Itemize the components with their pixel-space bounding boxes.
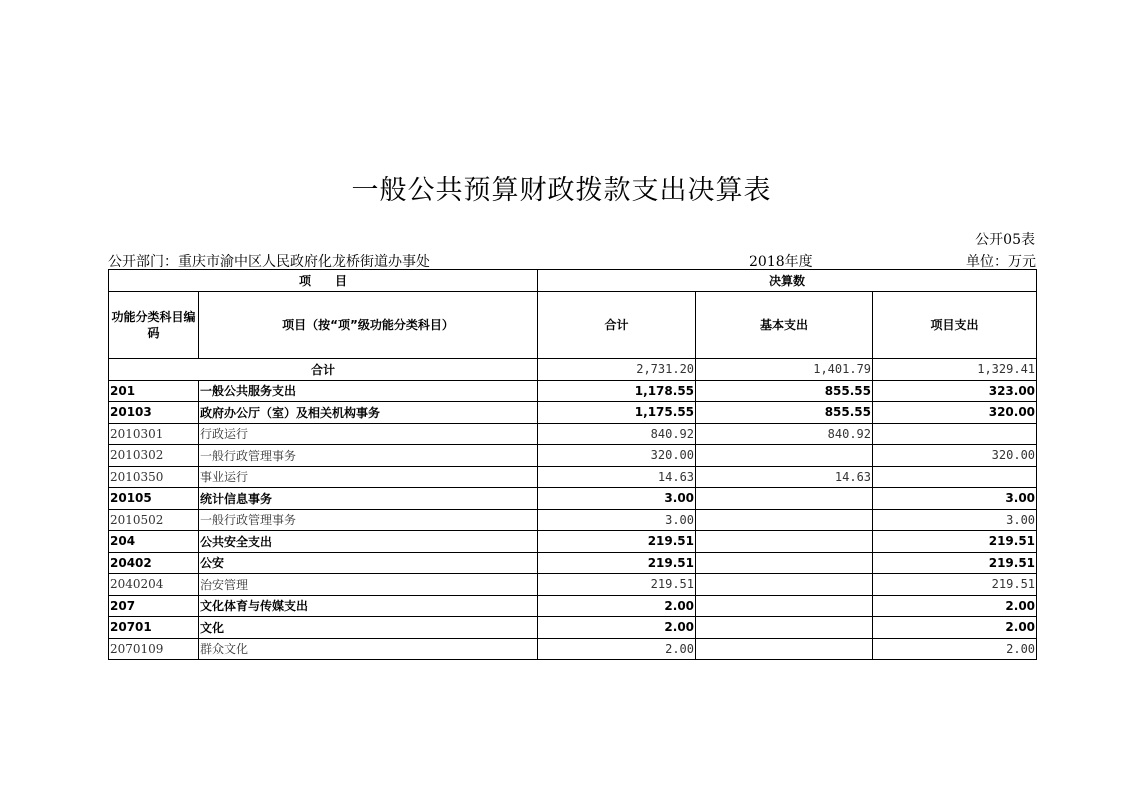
row-code: 2010301 bbox=[109, 423, 199, 445]
row-basic bbox=[696, 595, 873, 617]
row-total: 2.00 bbox=[538, 638, 696, 660]
row-basic bbox=[696, 488, 873, 510]
row-project: 323.00 bbox=[873, 380, 1037, 402]
total-row-project: 1,329.41 bbox=[873, 359, 1037, 381]
row-code: 2040204 bbox=[109, 574, 199, 596]
table-row bbox=[109, 445, 1037, 467]
table-row bbox=[109, 531, 1037, 553]
row-name: 行政运行 bbox=[199, 423, 538, 445]
row-total: 3.00 bbox=[538, 488, 696, 510]
table-row bbox=[109, 617, 1037, 639]
project-expense-header: 项目支出 bbox=[873, 292, 1037, 359]
row-basic bbox=[696, 638, 873, 660]
unit-label: 单位：万元 bbox=[966, 254, 1036, 270]
row-name: 一般行政管理事务 bbox=[199, 445, 538, 467]
row-total: 2.00 bbox=[538, 595, 696, 617]
table-row bbox=[109, 595, 1037, 617]
row-basic: 855.55 bbox=[696, 380, 873, 402]
row-project bbox=[873, 466, 1037, 488]
row-name: 一般公共服务支出 bbox=[199, 380, 538, 402]
row-project: 2.00 bbox=[873, 617, 1037, 639]
row-basic bbox=[696, 617, 873, 639]
table-row bbox=[109, 423, 1037, 445]
total-row bbox=[109, 359, 1037, 381]
table-row bbox=[109, 509, 1037, 531]
total-row-total: 2,731.20 bbox=[538, 359, 696, 381]
row-total: 219.51 bbox=[538, 552, 696, 574]
row-total: 219.51 bbox=[538, 574, 696, 596]
row-name: 公安 bbox=[199, 552, 538, 574]
department-label: 公开部门：重庆市渝中区人民政府化龙桥街道办事处 bbox=[108, 254, 430, 270]
table-row bbox=[109, 380, 1037, 402]
row-name: 政府办公厅（室）及相关机构事务 bbox=[199, 402, 538, 424]
row-project: 219.51 bbox=[873, 531, 1037, 553]
row-total: 3.00 bbox=[538, 509, 696, 531]
row-total: 840.92 bbox=[538, 423, 696, 445]
table-row bbox=[109, 552, 1037, 574]
table-number: 公开05表 bbox=[975, 232, 1035, 248]
row-name: 一般行政管理事务 bbox=[199, 509, 538, 531]
row-project: 2.00 bbox=[873, 638, 1037, 660]
row-total: 1,178.55 bbox=[538, 380, 696, 402]
row-basic bbox=[696, 509, 873, 531]
row-total: 320.00 bbox=[538, 445, 696, 467]
row-basic bbox=[696, 574, 873, 596]
row-code: 204 bbox=[109, 531, 199, 553]
row-code: 20103 bbox=[109, 402, 199, 424]
total-header: 合计 bbox=[538, 292, 696, 359]
row-code: 207 bbox=[109, 595, 199, 617]
row-project: 320.00 bbox=[873, 445, 1037, 467]
project-header: 项 目 bbox=[109, 270, 538, 292]
row-code: 20701 bbox=[109, 617, 199, 639]
row-project: 3.00 bbox=[873, 509, 1037, 531]
row-code: 2010302 bbox=[109, 445, 199, 467]
fiscal-year: 2018年度 bbox=[749, 254, 813, 270]
row-total: 2.00 bbox=[538, 617, 696, 639]
row-name: 事业运行 bbox=[199, 466, 538, 488]
row-basic: 14.63 bbox=[696, 466, 873, 488]
row-basic bbox=[696, 445, 873, 467]
final-accounts-header: 决算数 bbox=[538, 270, 1037, 292]
table-row bbox=[109, 638, 1037, 660]
row-basic: 840.92 bbox=[696, 423, 873, 445]
row-code: 20402 bbox=[109, 552, 199, 574]
row-code: 2070109 bbox=[109, 638, 199, 660]
header-row-2 bbox=[109, 292, 1037, 359]
row-name: 治安管理 bbox=[199, 574, 538, 596]
table-row bbox=[109, 402, 1037, 424]
row-basic bbox=[696, 552, 873, 574]
table-row bbox=[109, 574, 1037, 596]
table-row bbox=[109, 488, 1037, 510]
document-title: 一般公共预算财政拨款支出决算表 bbox=[351, 175, 772, 206]
row-code: 2010502 bbox=[109, 509, 199, 531]
table-row bbox=[109, 466, 1037, 488]
row-code: 20105 bbox=[109, 488, 199, 510]
row-project: 2.00 bbox=[873, 595, 1037, 617]
name-header: 项目（按“项”级功能分类科目） bbox=[199, 292, 538, 359]
document-meta bbox=[108, 251, 1036, 269]
row-project: 219.51 bbox=[873, 552, 1037, 574]
row-name: 统计信息事务 bbox=[199, 488, 538, 510]
row-project: 219.51 bbox=[873, 574, 1037, 596]
row-name: 文化 bbox=[199, 617, 538, 639]
row-total: 14.63 bbox=[538, 466, 696, 488]
row-project: 3.00 bbox=[873, 488, 1037, 510]
header-row-1 bbox=[109, 270, 1037, 292]
budget-table bbox=[108, 269, 1037, 660]
row-name: 群众文化 bbox=[199, 638, 538, 660]
row-basic: 855.55 bbox=[696, 402, 873, 424]
row-total: 1,175.55 bbox=[538, 402, 696, 424]
row-name: 公共安全支出 bbox=[199, 531, 538, 553]
row-code: 201 bbox=[109, 380, 199, 402]
total-row-basic: 1,401.79 bbox=[696, 359, 873, 381]
code-header: 功能分类科目编码 bbox=[109, 292, 199, 359]
row-total: 219.51 bbox=[538, 531, 696, 553]
basic-header: 基本支出 bbox=[696, 292, 873, 359]
total-row-label: 合计 bbox=[109, 359, 538, 381]
row-code: 2010350 bbox=[109, 466, 199, 488]
row-project: 320.00 bbox=[873, 402, 1037, 424]
row-name: 文化体育与传媒支出 bbox=[199, 595, 538, 617]
row-project bbox=[873, 423, 1037, 445]
row-basic bbox=[696, 531, 873, 553]
